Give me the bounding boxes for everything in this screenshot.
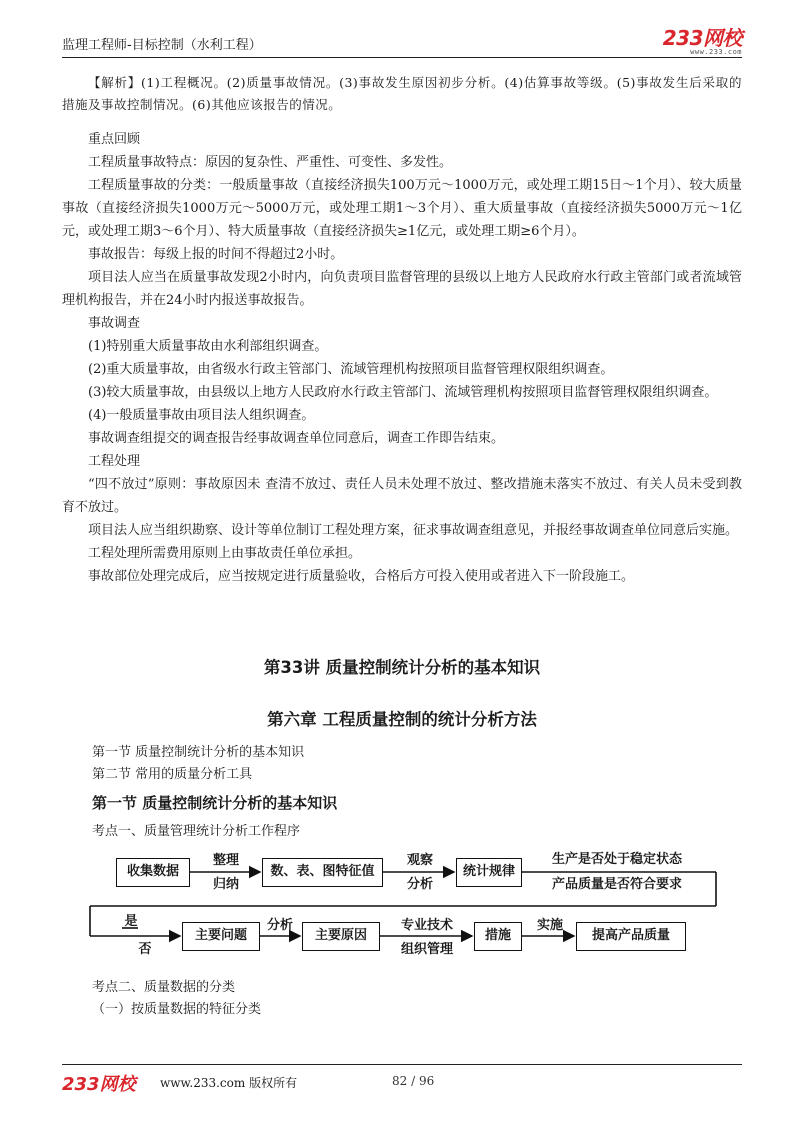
paragraph: 工程质量事故的分类：一般质量事故（直接经济损失100万元～1000万元，或处理工期15日～1个月）、较大质量事故（直接经济损失1000万元～5000万元，或处理工期1～3个月）、重大质量事故（直接经济损失5000万元～1亿元，或处理工期3～6个月）、特大质量事故（直接经济损失≥1亿元，或处理工期≥6个月）。 [62, 178, 742, 239]
paragraph: 项目法人应当组织勘察、设计等单位制订工程处理方案，征求事故调查组意见，并报经事故调查单位同意后实施。 [88, 523, 739, 538]
label-observe: 观察 [406, 853, 433, 868]
key-point-heading: 考点一、质量管理统计分析工作程序 [92, 824, 301, 839]
section-title: 第一节 质量控制统计分析的基本知识 [92, 794, 338, 812]
chapter-title: 第六章 工程质量控制的统计分析方法 [267, 710, 537, 729]
paragraph: “四不放过”原则：事故原因未 查清不放过、责任人员未处理不放过、整改措施未落实不放过、有关人员未受到教育不放过。 [62, 477, 742, 515]
paragraph: 工程处理所需费用原则上由事故责任单位承担。 [88, 546, 362, 561]
footer-logo: 233网校 [62, 1074, 136, 1095]
box-statistical-law: 统计规律 [456, 858, 522, 887]
sub-heading: （一）按质量数据的特征分类 [92, 1002, 262, 1017]
header-title: 监理工程师-目标控制（水利工程） [62, 38, 262, 53]
page-header [62, 22, 742, 58]
main-content [62, 72, 742, 588]
paragraph: (3)较大质量事故，由县级以上地方人民政府水行政主管部门、流域管理机构按照项目监督管理权限组织调查。 [88, 385, 718, 400]
analysis-paragraph: 【解析】(1)工程概况。(2)质量事故情况。(3)事故发生原因初步分析。(4)估算事故等级。(5)事故发生后采取的措施及事故控制情况。(6)其他应该报告的情况。 [62, 75, 742, 112]
paragraph: 事故调查组提交的调查报告经事故调查单位同意后，调查工作即告结束。 [88, 431, 505, 446]
box-improve-quality: 提高产品质量 [576, 922, 686, 951]
key-point-heading: 考点二、质量数据的分类 [92, 980, 236, 995]
paragraph: (1)特别重大质量事故由水利部组织调查。 [88, 339, 328, 354]
paragraph: 项目法人应当在质量事故发现2小时内，向负责项目监督管理的县级以上地方人民政府水行政主管部门或者流域管理机构报告，并在24小时内报送事故报告。 [62, 270, 742, 308]
output-stable-state: 生产是否处于稳定状态 [552, 852, 683, 867]
paragraph: 事故部位处理完成后，应当按规定进行质量验收，合格后方可投入使用或者进入下一阶段施工。 [88, 569, 635, 584]
output-quality-check: 产品质量是否符合要求 [552, 877, 683, 892]
label-organize: 整理 [212, 853, 239, 868]
label-professional-tech: 专业技术 [400, 918, 453, 933]
label-no: 否 [138, 942, 152, 957]
lecture-title: 第33讲 质量控制统计分析的基本知识 [263, 658, 541, 677]
footer-divider [62, 1064, 742, 1065]
label-yes: 是 [124, 914, 138, 929]
chapter-toc [92, 742, 304, 786]
header-divider [62, 57, 742, 58]
paragraph-investigation-heading: 事故调查 [88, 316, 141, 331]
label-org-management: 组织管理 [400, 942, 453, 957]
label-analysis: 分析 [266, 918, 293, 933]
page-footer [62, 1064, 742, 1094]
paragraph: (2)重大质量事故，由省级水行政主管部门、流域管理机构按照项目监督管理权限组织调查。 [88, 362, 614, 377]
logo-url: www.233.com [690, 48, 742, 56]
toc-item: 第二节 常用的质量分析工具 [92, 767, 253, 782]
statistical-analysis-flowchart [86, 846, 746, 972]
logo-text: 233网校 [662, 26, 742, 50]
paragraph-review-heading: 重点回顾 [88, 132, 141, 147]
box-main-cause: 主要原因 [302, 922, 380, 951]
brand-logo [663, 22, 742, 56]
footer-copyright: www.233.com 版权所有 [160, 1076, 298, 1090]
box-measures: 措施 [474, 922, 522, 951]
label-implement: 实施 [536, 918, 563, 933]
paragraph: 事故报告：每级上报的时间不得超过2小时。 [88, 247, 344, 262]
label-induce: 归纳 [212, 877, 239, 892]
paragraph-treatment-heading: 工程处理 [88, 454, 141, 469]
box-statistics: 数、表、图特征值 [262, 858, 383, 887]
box-main-problem: 主要问题 [182, 922, 260, 951]
label-analyze: 分析 [406, 877, 433, 892]
page-number: 82 / 96 [392, 1074, 435, 1088]
box-collect-data: 收集数据 [116, 858, 190, 887]
toc-item: 第一节 质量控制统计分析的基本知识 [92, 745, 305, 760]
paragraph: 工程质量事故特点：原因的复杂性、严重性、可变性、多发性。 [88, 155, 453, 170]
paragraph: (4)一般质量事故由项目法人组织调查。 [88, 408, 315, 423]
